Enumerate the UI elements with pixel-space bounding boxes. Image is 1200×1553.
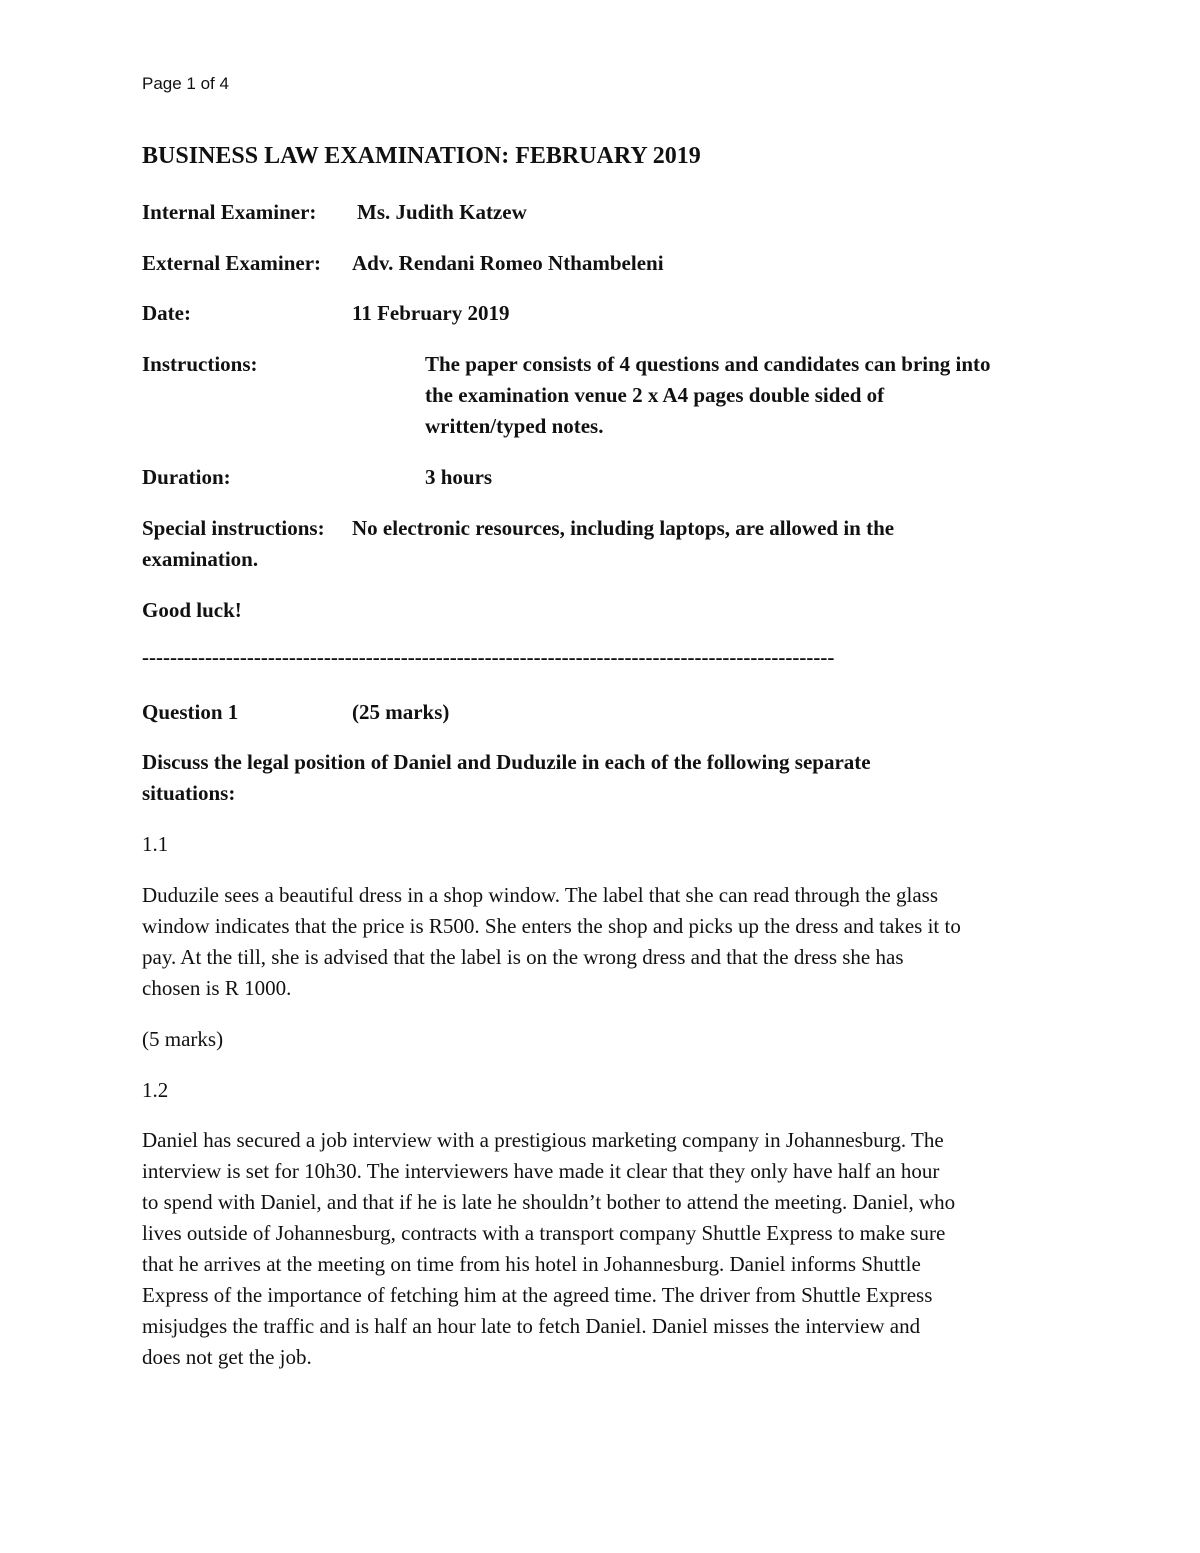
subquestion-1-2-line: misjudges the traffic and is half an hour late to fetch Daniel. Daniel misses the interview and <box>142 1314 921 1338</box>
question-1-marks: (25 marks) <box>352 700 450 724</box>
subquestion-1-2-line: does not get the job. <box>142 1345 312 1369</box>
duration-value: 3 hours <box>425 465 493 489</box>
external-examiner-label: External Examiner: <box>142 251 322 275</box>
good-luck-text: Good luck! <box>142 598 242 622</box>
instructions-line: the examination venue 2 x A4 pages double sided of <box>425 383 885 407</box>
date-value: 11 February 2019 <box>352 301 510 325</box>
special-instructions-continued: examination. <box>142 547 259 571</box>
internal-examiner-value: Ms. Judith Katzew <box>357 200 527 224</box>
duration-label: Duration: <box>142 465 231 489</box>
date-label: Date: <box>142 301 191 325</box>
subquestion-1-1-line: window indicates that the price is R500. She enters the shop and picks up the dress and takes it to <box>142 914 961 938</box>
subquestion-1-2-line: lives outside of Johannesburg, contracts with a transport company Shuttle Express to make sure <box>142 1221 946 1245</box>
exam-title: BUSINESS LAW EXAMINATION: FEBRUARY 2019 <box>142 143 701 169</box>
subquestion-1-1-line: pay. At the till, she is advised that the label is on the wrong dress and that the dress she has <box>142 945 904 969</box>
subquestion-1-2-number: 1.2 <box>142 1078 169 1102</box>
instructions-label: Instructions: <box>142 352 258 376</box>
subquestion-1-1-marks: (5 marks) <box>142 1027 224 1051</box>
instructions-line: The paper consists of 4 questions and candidates can bring into <box>425 352 991 376</box>
question-1-prompt-continued: situations: <box>142 781 236 805</box>
subquestion-1-1-number: 1.1 <box>142 832 169 856</box>
special-instructions-value: No electronic resources, including laptops, are allowed in the <box>352 516 895 540</box>
subquestion-1-2-line: Express of the importance of fetching him at the agreed time. The driver from Shuttle Express <box>142 1283 933 1307</box>
question-1-prompt: Discuss the legal position of Daniel and Duduzile in each of the following separate <box>142 750 871 774</box>
internal-examiner-label: Internal Examiner: <box>142 200 317 224</box>
external-examiner-value: Adv. Rendani Romeo Nthambeleni <box>352 251 664 275</box>
question-1-heading: Question 1 <box>142 700 239 724</box>
instructions-line: written/typed notes. <box>425 414 604 438</box>
special-instructions-label: Special instructions: <box>142 516 325 540</box>
dashed-divider: --------------------------------------------------------------------------------------------------- <box>142 645 835 669</box>
subquestion-1-2-line: to spend with Daniel, and that if he is late he shouldn’t bother to attend the meeting. Daniel, who <box>142 1190 956 1214</box>
subquestion-1-2-line: that he arrives at the meeting on time from his hotel in Johannesburg. Daniel informs Shuttle <box>142 1252 921 1276</box>
page-number-header: Page 1 of 4 <box>142 74 229 93</box>
subquestion-1-2-line: interview is set for 10h30. The interviewers have made it clear that they only have half an hour <box>142 1159 940 1183</box>
subquestion-1-2-line: Daniel has secured a job interview with a prestigious marketing company in Johannesburg. The <box>142 1128 944 1152</box>
subquestion-1-1-line: chosen is R 1000. <box>142 976 292 1000</box>
subquestion-1-1-line: Duduzile sees a beautiful dress in a shop window. The label that she can read through the glass <box>142 883 939 907</box>
